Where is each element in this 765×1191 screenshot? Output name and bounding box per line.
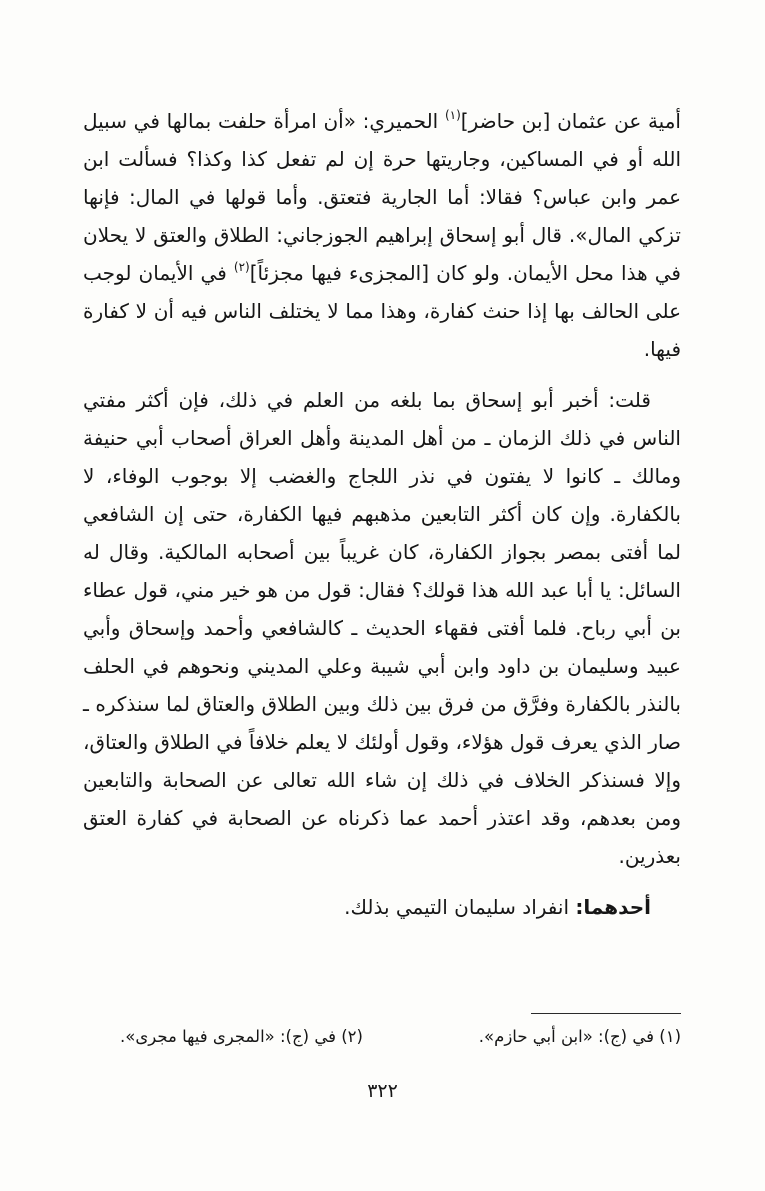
paragraph-1 <box>83 102 681 368</box>
footnote-ref-2: (٢) <box>233 260 250 274</box>
footnote-ref-1: (١) <box>444 108 461 122</box>
paragraph-1-text: في الأيمان لوجب على الحالف بها إذا حنث كفارة، وهذا مما لا يختلف الناس فيه أن لا كفارة فيها. <box>83 261 681 361</box>
page-number: ٣٢٢ <box>367 1080 398 1102</box>
paragraph-1-text: الحميري: «أن امرأة حلفت بمالها في سبيل الله أو في المساكين، وجاريتها حرة إن لم تفعل كذا وكذا؟ فسألت ابن عمر وابن عباس؟ فقالا: أما الجارية فتعتق. وأما قولها في المال: فإنها تزكي المال». قال أبو إسحاق إبراهيم الجوزجاني: الطلاق والعتق لا يحلان في هذا محل الأيمان. ولو كان [المجزىء فيها مجزئاً] <box>83 109 681 285</box>
paragraph-3-text: انفراد سليمان التيمي بذلك. <box>344 895 576 919</box>
paragraph-3 <box>83 888 681 926</box>
footnotes <box>84 1024 681 1050</box>
footnote-separator <box>531 1013 681 1014</box>
footnote-2: (٢) في (ج): «المجرى فيها مجرى». <box>120 1027 363 1046</box>
body-text <box>83 102 681 939</box>
paragraph-3-lead: أحدهما: <box>575 895 651 919</box>
paragraph-2: قلت: أخبر أبو إسحاق بما بلغه من العلم في ذلك، فإن أكثر مفتي الناس في ذلك الزمان ـ من أهل المدينة وأهل العراق أصحاب أبي حنيفة ومالك ـ كانوا لا يفتون في نذر اللجاج والغضب إلا بوجوب الوفاء، لا بالكفارة. وإن كان أكثر التابعين مذهبهم فيها الكفارة، حتى إن الشافعي لما أفتى بمصر بجواز الكفارة، كان غريباً بين أصحابه المالكية. وقال له السائل: يا أبا عبد الله هذا قولك؟ فقال: قول من هو خير مني، قول عطاء بن أبي رباح. فلما أفتى فقهاء الحديث ـ كالشافعي وأحمد وإسحاق وأبي عبيد وسليمان بن داود وابن أبي شيبة وعلي المديني ونحوهم في الحلف بالنذر بالكفارة وفرَّق من فرق بين ذلك وبين الطلاق والعتاق لما سنذكره ـ صار الذي يعرف قول هؤلاء، وقول أولئك لا يعلم خلافاً في الطلاق والعتاق، وإلا فسنذكر الخلاف في ذلك إن شاء الله تعالى عن الصحابة والتابعين ومن بعدهم، وقد اعتذر أحمد عما ذكرناه عن الصحابة في كفارة العتق بعذرين. <box>83 388 681 868</box>
footnote-1: (١) في (ج): «ابن أبي حازم». <box>478 1027 681 1046</box>
paragraph-1-text: أمية عن عثمان [بن حاضر] <box>460 109 681 133</box>
